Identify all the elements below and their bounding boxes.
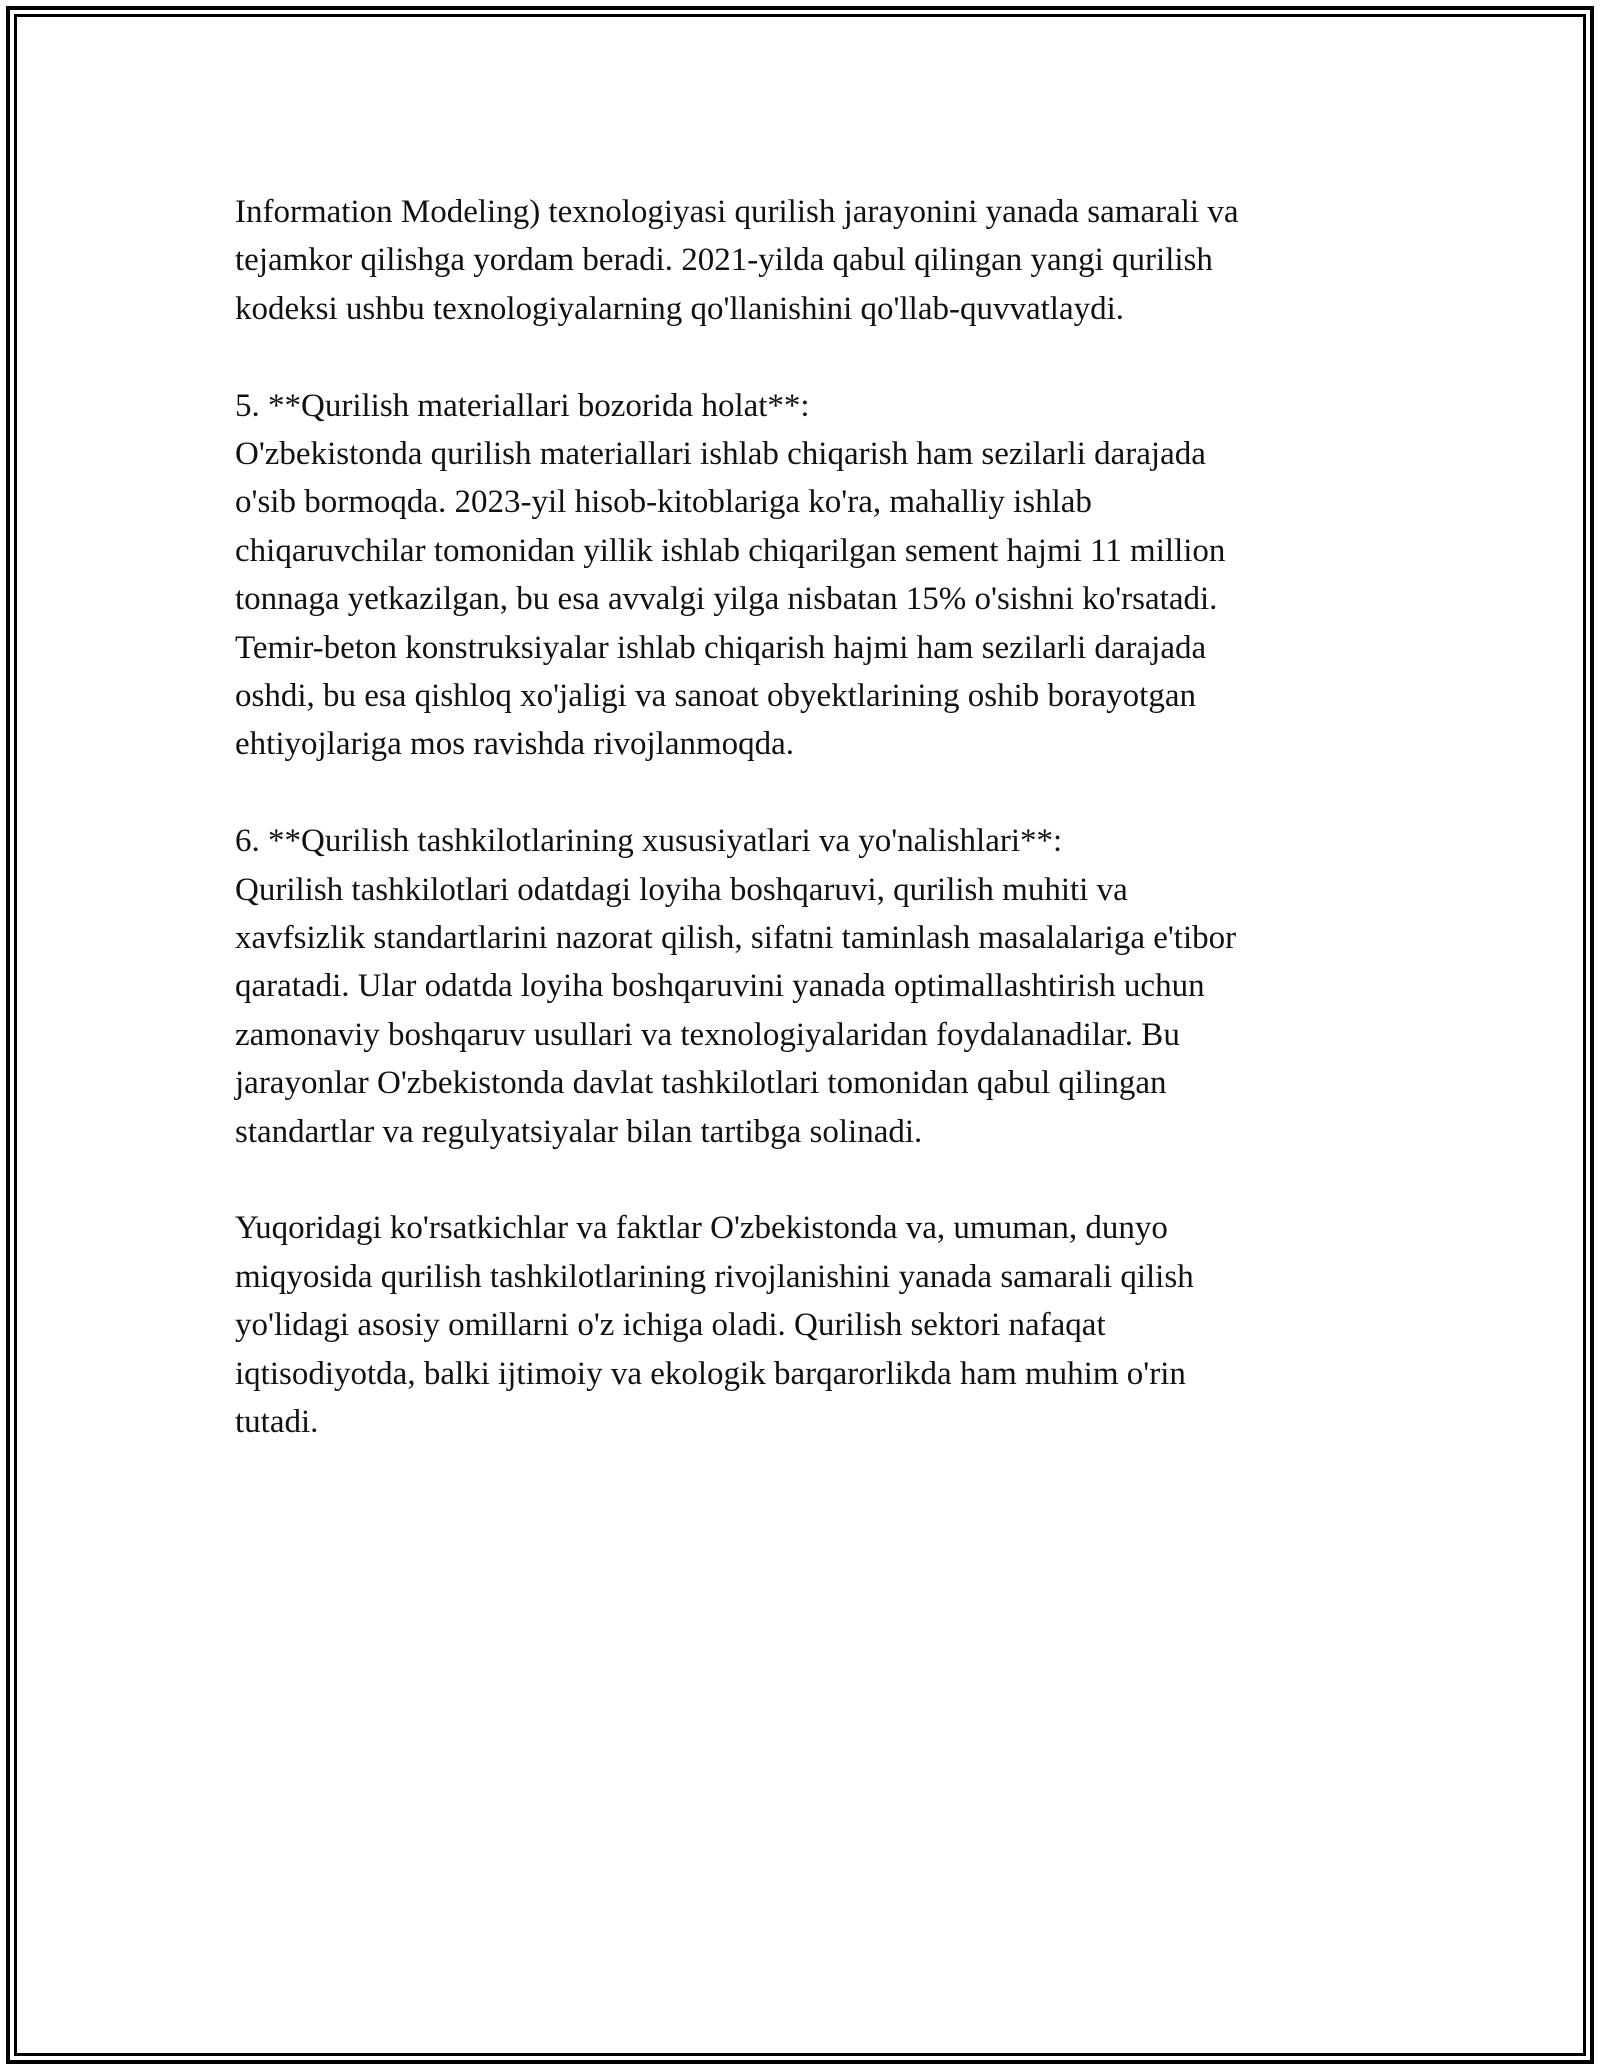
text-line: iqtisodiyotda, balki ijtimoiy va ekologik barqarorlikda ham muhim o'rin — [235, 1355, 1186, 1392]
text-line: tutadi. — [235, 1404, 319, 1441]
document-body — [235, 188, 1365, 1447]
text-line: Information Modeling) texnologiyasi qurilish jarayonini yanada samarali va — [235, 194, 1239, 230]
text-line: xavfsizlik standartlarini nazorat qilish, sifatni taminlash masalalariga e'tibor — [235, 920, 1237, 957]
text-line: o'sib bormoqda. 2023-yil hisob-kitoblariga ko'ra, mahalliy ishlab — [235, 484, 1092, 521]
text-line: oshdi, bu esa qishloq xo'jaligi va sanoat obyektlarining oshib borayotgan — [235, 678, 1196, 715]
section-6-construction-organizations — [235, 817, 1365, 1156]
text-line: tonnaga yetkazilgan, bu esa avvalgi yilga nisbatan 15% o'sishni ko'rsatadi. — [235, 581, 1218, 618]
text-line: Yuqoridagi ko'rsatkichlar va faktlar O'zbekistonda va, umuman, dunyo — [235, 1210, 1168, 1247]
section-5-construction-materials — [235, 382, 1365, 769]
text-line: jarayonlar O'zbekistonda davlat tashkilotlari tomonidan qabul qilingan — [235, 1065, 1167, 1102]
text-line: kodeksi ushbu texnologiyalarning qo'llanishini qo'llab-quvvatlaydi. — [235, 290, 1125, 327]
text-line: O'zbekistonda qurilish materiallari ishlab chiqarish ham sezilarli darajada — [235, 436, 1206, 473]
text-line: standartlar va regulyatsiyalar bilan tartibga solinadi. — [235, 1113, 923, 1150]
text-line: Temir-beton konstruksiyalar ishlab chiqarish hajmi ham sezilarli darajada — [235, 629, 1207, 666]
text-line: ehtiyojlariga mos ravishda rivojlanmoqda. — [235, 726, 795, 763]
section-heading: 5. **Qurilish materiallari bozorida holat**: — [235, 387, 810, 424]
paragraph-gap — [235, 769, 1365, 817]
text-line: yo'lidagi asosiy omillarni o'z ichiga oladi. Qurilish sektori nafaqat — [235, 1307, 1106, 1344]
text-line: chiqaruvchilar tomonidan yillik ishlab chiqarilgan sement hajmi 11 million — [235, 532, 1226, 569]
text-line: tejamkor qilishga yordam beradi. 2021-yilda qabul qilingan yangi qurilish — [235, 242, 1213, 279]
paragraph-conclusion — [235, 1204, 1365, 1446]
text-line: qaratadi. Ular odatda loyiha boshqaruvini yanada optimallashtirish uchun — [235, 968, 1205, 1005]
text-line: miqyosida qurilish tashkilotlarining rivojlanishini yanada samarali qilish — [235, 1258, 1194, 1295]
section-heading: 6. **Qurilish tashkilotlarining xususiyatlari va yo'nalishlari**: — [235, 823, 1063, 860]
text-line: zamonaviy boshqaruv usullari va texnologiyalaridan foydalanadilar. Bu — [235, 1016, 1180, 1053]
paragraph-gap — [235, 1156, 1365, 1204]
paragraph-gap — [235, 333, 1365, 381]
text-line: Qurilish tashkilotlari odatdagi loyiha boshqaruvi, qurilish muhiti va — [235, 871, 1128, 908]
paragraph-bim-continuation — [235, 188, 1365, 333]
